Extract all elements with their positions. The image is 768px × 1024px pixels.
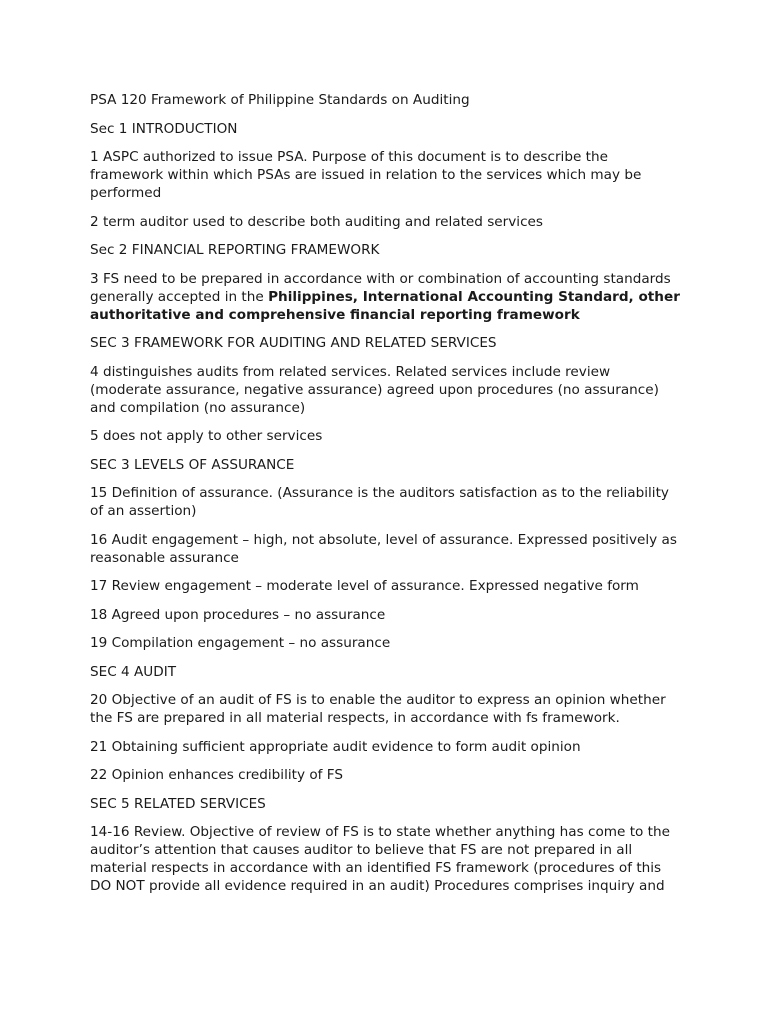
paragraph: 5 does not apply to other services <box>90 428 323 444</box>
section-heading: SEC 3 LEVELS OF ASSURANCE <box>90 456 295 473</box>
section-heading: Sec 1 INTRODUCTION <box>90 120 238 137</box>
paragraph: 19 Compilation engagement – no assurance <box>90 635 391 651</box>
paragraph: 21 Obtaining sufficient appropriate audit evidence to form audit opinion <box>90 738 581 755</box>
paragraph: 2 term auditor used to describe both auditing and related services <box>90 213 544 230</box>
paragraph: 4 distinguishes audits from related services. Related services include review (moderate assurance, negative assurance) agreed upon procedures (no assurance) and compilation (no assurance) <box>90 363 659 416</box>
paragraph <box>90 270 682 324</box>
paragraph: 22 Opinion enhances credibility of FS <box>90 767 343 783</box>
paragraph-bold-text: Philippines, International Accounting Standard, other authoritative and comprehensive financial reporting framework <box>90 288 680 323</box>
paragraph: 14-16 Review. Objective of review of FS is to state whether anything has come to the auditor’s attention that causes auditor to believe that FS are not prepared in all material respects in accordance with an identified FS framework (procedures of this DO NOT provide all evidence required in an audit) Procedures comprises inquiry and <box>90 824 670 894</box>
paragraph: 15 Definition of assurance. (Assurance is the auditors satisfaction as to the reliability of an assertion) <box>90 485 669 519</box>
paragraph: 17 Review engagement – moderate level of assurance. Expressed negative form <box>90 578 639 594</box>
section-heading: SEC 4 AUDIT <box>90 663 177 680</box>
paragraph: 20 Objective of an audit of FS is to enable the auditor to express an opinion whether the FS are prepared in all material respects, in accordance with fs framework. <box>90 692 666 726</box>
section-heading: SEC 5 RELATED SERVICES <box>90 795 266 812</box>
section-heading: SEC 3 FRAMEWORK FOR AUDITING AND RELATED SERVICES <box>90 335 497 351</box>
paragraph: 1 ASPC authorized to issue PSA. Purpose of this document is to describe the framework within which PSAs are issued in relation to the services which may be performed <box>90 149 642 201</box>
paragraph: 18 Agreed upon procedures – no assurance <box>90 606 386 623</box>
paragraph-text: 3 FS need to be prepared in accordance with or combination of accounting standards generally accepted in the <box>90 270 671 305</box>
document-title: PSA 120 Framework of Philippine Standards on Auditing <box>90 92 470 108</box>
section-heading: Sec 2 FINANCIAL REPORTING FRAMEWORK <box>90 242 380 258</box>
paragraph: 16 Audit engagement – high, not absolute, level of assurance. Expressed positively as reasonable assurance <box>90 531 677 566</box>
